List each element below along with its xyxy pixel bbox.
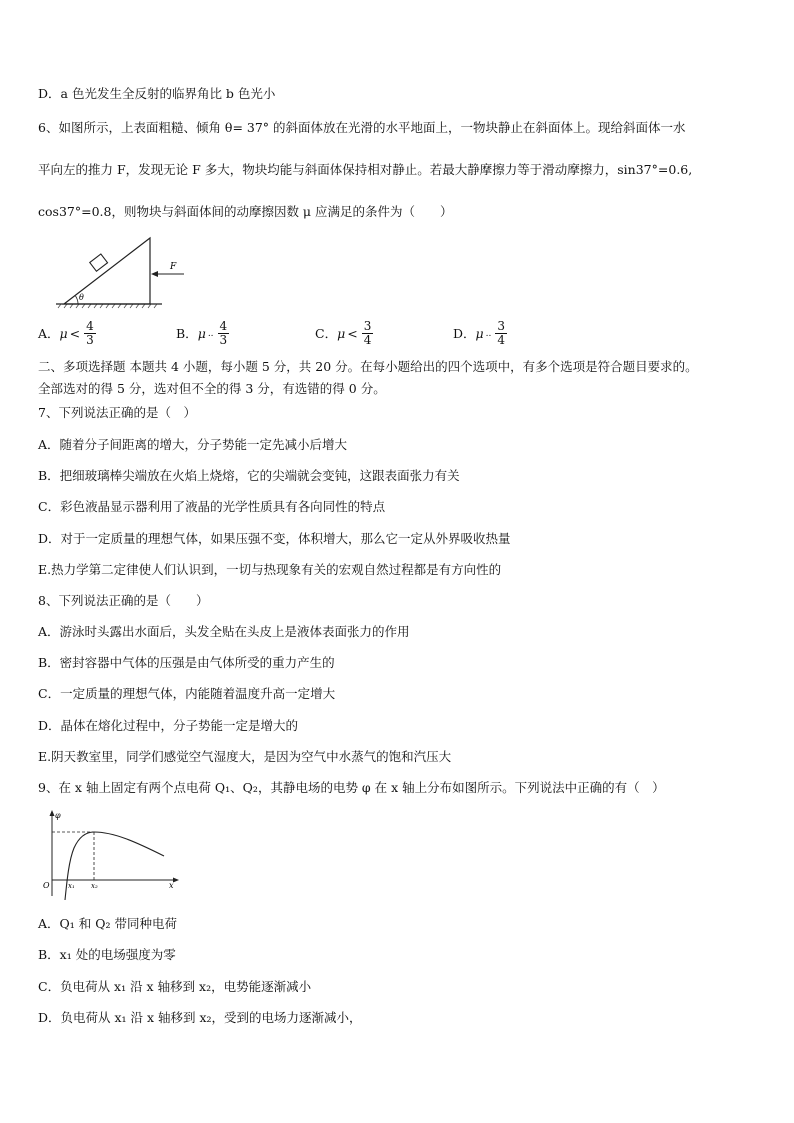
- q7-option-d: D．对于一定质量的理想气体，如果压强不变，体积增大，那么它一定从外界吸收热量: [38, 531, 511, 546]
- section2-instruction-line2: 全部选对的得 5 分，选对但不全的得 3 分，有选错的得 0 分。: [38, 381, 386, 396]
- q9-potential-graph: [36, 808, 186, 904]
- q8-stem: 8、下列说法正确的是（ ）: [38, 593, 209, 608]
- q5-option-d: D．a 色光发生全反射的临界角比 b 色光小: [38, 86, 276, 101]
- x2-label: x₂: [91, 882, 98, 890]
- q6-stem-line3: cos37°=0.8，则物块与斜面体间的动摩擦因数 μ 应满足的条件为（ ）: [38, 204, 453, 219]
- q9-stem: 9、在 x 轴上固定有两个点电荷 Q₁、Q₂，其静电场的电势 φ 在 x 轴上分布如图所示。下列说法中正确的有（ ）: [38, 780, 665, 795]
- q6-stem-line2: 平向左的推力 F，发现无论 F 多大，物块均能与斜面体保持相对静止。若最大静摩擦力等于滑动摩擦力，sin37°=0.6,: [38, 162, 693, 177]
- angle-label: θ: [79, 293, 84, 302]
- q6-option-c: C． μ < $\frac{3}{4}$: [315, 319, 372, 347]
- q7-stem: 7、下列说法正确的是（ ）: [38, 405, 196, 420]
- q6-incline-figure: [52, 234, 192, 310]
- potential-curve: [65, 832, 164, 900]
- q6-option-a: A． μ < $\frac{4}{3}$: [38, 319, 94, 347]
- q8-option-b: B．密封容器中气体的压强是由气体所受的重力产生的: [38, 655, 335, 670]
- x1-label: x₁: [68, 882, 75, 890]
- q9-option-d: D．负电荷从 x₁ 沿 x 轴移到 x₂，受到的电场力逐渐减小，: [38, 1010, 362, 1025]
- q6-option-b: B． μ .. $\frac{4}{3}$: [176, 319, 228, 347]
- q6-stem-line1: 6、如图所示，上表面粗糙、倾角 θ= 37° 的斜面体放在光滑的水平地面上，一物块静止在斜面体上。现给斜面体一水: [38, 120, 686, 135]
- q7-option-e: E.热力学第二定律使人们认识到，一切与热现象有关的宏观自然过程都是有方向性的: [38, 562, 502, 577]
- x-axis-label: x: [169, 881, 174, 890]
- origin-label: O: [43, 881, 50, 890]
- y-axis-label: φ: [55, 811, 61, 820]
- q7-option-b: B．把细玻璃棒尖端放在火焰上烧熔，它的尖端就会变钝，这跟表面张力有关: [38, 468, 460, 483]
- incline-wedge: [64, 238, 150, 304]
- section2-instruction-line1: 二、多项选择题 本题共 4 小题，每小题 5 分，共 20 分。在每小题给出的四个选项中，有多个选项是符合题目要求的。: [38, 359, 698, 374]
- block: [90, 254, 108, 271]
- q7-option-c: C．彩色液晶显示器利用了液晶的光学性质具有各向同性的特点: [38, 499, 386, 514]
- q6-option-d: D． μ .. $\frac{3}{4}$: [453, 319, 506, 347]
- q9-option-a: A．Q₁ 和 Q₂ 带同种电荷: [38, 916, 177, 931]
- q9-option-c: C．负电荷从 x₁ 沿 x 轴移到 x₂，电势能逐渐减小: [38, 979, 312, 994]
- q8-option-d: D．晶体在熔化过程中，分子势能一定是增大的: [38, 718, 299, 733]
- q9-option-b: B．x₁ 处的电场强度为零: [38, 947, 176, 962]
- q8-option-c: C．一定质量的理想气体，内能随着温度升高一定增大: [38, 686, 336, 701]
- force-label: F: [170, 262, 177, 272]
- q7-option-a: A．随着分子间距离的增大，分子势能一定先减小后增大: [38, 437, 348, 452]
- q8-option-e: E.阴天教室里，同学们感觉空气湿度大，是因为空气中水蒸气的饱和汽压大: [38, 749, 452, 764]
- q8-option-a: A．游泳时头露出水面后，头发全贴在头皮上是液体表面张力的作用: [38, 624, 410, 639]
